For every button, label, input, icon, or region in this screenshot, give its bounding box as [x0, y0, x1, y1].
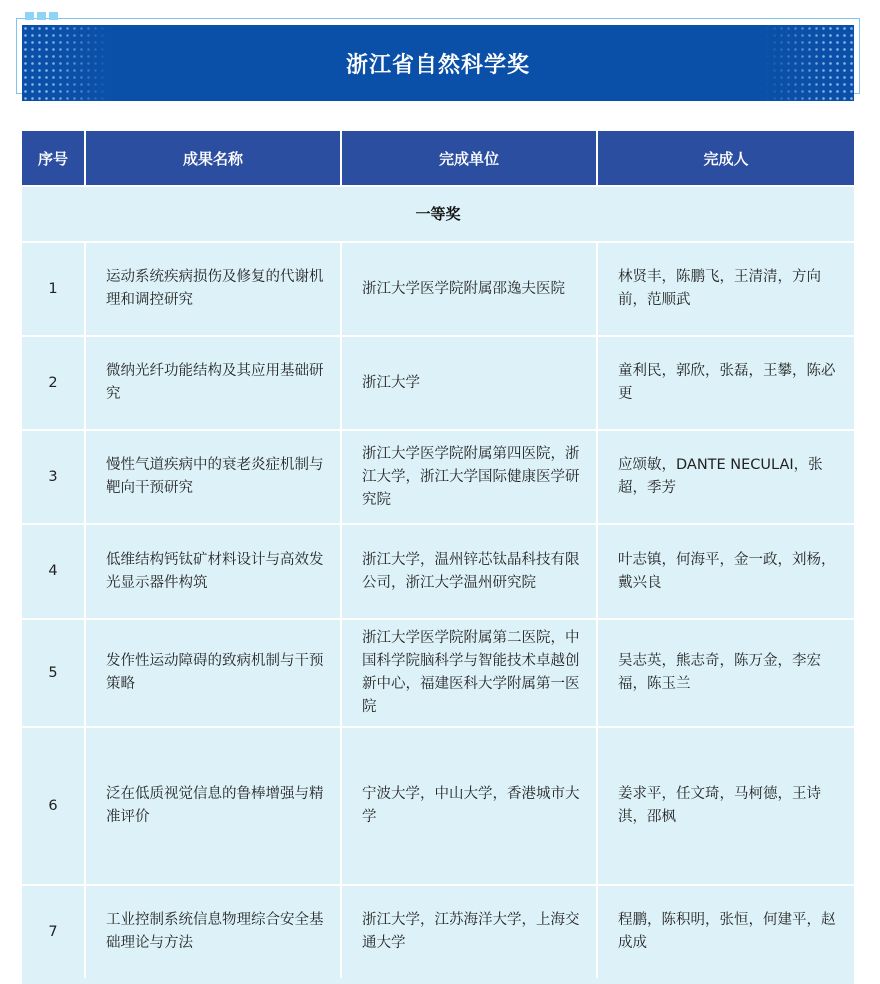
- completers: 林贤丰，陈鹏飞，王清清，方向前，范顺武: [597, 242, 854, 336]
- header-index: 序号: [22, 131, 85, 186]
- row-number: 1: [22, 242, 85, 336]
- group-row: [22, 186, 854, 242]
- header-achievement-name: 成果名称: [85, 131, 341, 186]
- header-completing-unit: 完成单位: [341, 131, 597, 186]
- table-row: [22, 430, 854, 524]
- row-number: 4: [22, 524, 85, 619]
- completers: 叶志镇，何海平，金一政，刘杨，戴兴良: [597, 524, 854, 619]
- completing-unit: 浙江大学医学院附属第四医院，浙江大学，浙江大学国际健康医学研究院: [341, 430, 597, 524]
- banner-decoration-squares: [25, 12, 58, 20]
- row-number: 5: [22, 619, 85, 727]
- table-row: [22, 524, 854, 619]
- table-header-row: [22, 131, 854, 186]
- achievement-name: 运动系统疾病损伤及修复的代谢机理和调控研究: [85, 242, 341, 336]
- table-row: [22, 336, 854, 430]
- completing-unit: 浙江大学: [341, 336, 597, 430]
- row-number: 7: [22, 885, 85, 979]
- table-continuation-strip: [22, 978, 854, 984]
- achievement-name: 慢性气道疾病中的衰老炎症机制与靶向干预研究: [85, 430, 341, 524]
- completing-unit: 宁波大学，中山大学，香港城市大学: [341, 727, 597, 885]
- completers: 姜求平，任文琦，马柯德，王诗淇，邵枫: [597, 727, 854, 885]
- achievement-name: 低维结构钙钛矿材料设计与高效发光显示器件构筑: [85, 524, 341, 619]
- completing-unit: 浙江大学医学院附属第二医院，中国科学院脑科学与智能技术卓越创新中心，福建医科大学附属第一医院: [341, 619, 597, 727]
- completing-unit: 浙江大学，江苏海洋大学，上海交通大学: [341, 885, 597, 979]
- achievement-name: 发作性运动障碍的致病机制与干预策略: [85, 619, 341, 727]
- achievement-name: 微纳光纤功能结构及其应用基础研究: [85, 336, 341, 430]
- completing-unit: 浙江大学，温州锌芯钛晶科技有限公司，浙江大学温州研究院: [341, 524, 597, 619]
- dot-pattern-left: [22, 25, 112, 101]
- table-row: [22, 619, 854, 727]
- row-number: 6: [22, 727, 85, 885]
- completers: 应颂敏，DANTE NECULAI，张超，季芳: [597, 430, 854, 524]
- achievement-name: 泛在低质视觉信息的鲁棒增强与精准评价: [85, 727, 341, 885]
- table-row: [22, 242, 854, 336]
- completers: 童利民，郭欣，张磊，王攀，陈必更: [597, 336, 854, 430]
- achievement-name: 工业控制系统信息物理综合安全基础理论与方法: [85, 885, 341, 979]
- row-number: 2: [22, 336, 85, 430]
- page-title: 浙江省自然科学奖: [345, 52, 530, 78]
- dot-pattern-right: [764, 25, 854, 101]
- header-completers: 完成人: [597, 131, 854, 186]
- awards-table: [22, 131, 854, 980]
- group-label-first-prize: 一等奖: [22, 186, 854, 242]
- table-row: [22, 885, 854, 979]
- row-number: 3: [22, 430, 85, 524]
- completers: 吴志英，熊志奇，陈万金，李宏福，陈玉兰: [597, 619, 854, 727]
- title-banner: [22, 25, 854, 101]
- table-row: [22, 727, 854, 885]
- completers: 程鹏，陈积明，张恒，何建平，赵成成: [597, 885, 854, 979]
- completing-unit: 浙江大学医学院附属邵逸夫医院: [341, 242, 597, 336]
